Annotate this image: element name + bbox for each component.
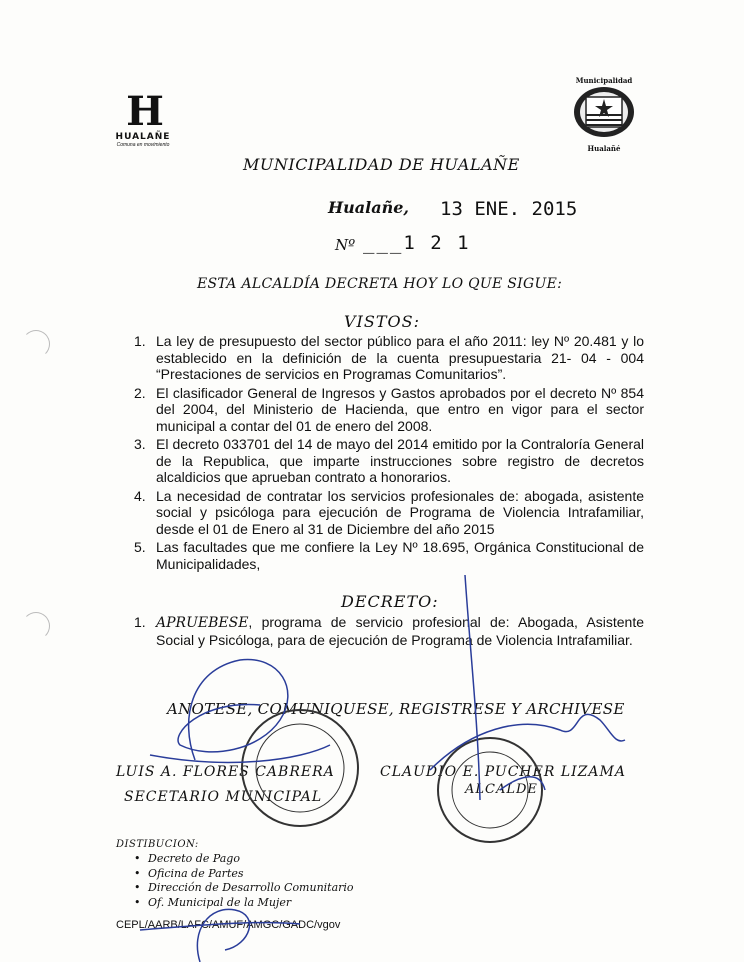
distribution-heading: DISTIBUCION: — [116, 839, 199, 850]
list-item — [134, 488, 644, 538]
logo-name: HUALAÑE — [115, 132, 171, 142]
list-item: • Of. Municipal de la Mujer — [134, 896, 354, 911]
place-label: Hualañe, — [328, 198, 409, 217]
item-text: La necesidad de contratar los servicios profesionales de: abogada, asistente social y psicóloga para ejecución de Programa de Violencia Intrafamiliar, desde el 01 de Enero al 31 de Diciembre del año 2015 — [156, 487, 644, 537]
item-text: El decreto 033701 del 14 de mayo del 2014 emitido por la Contraloría General de la Republica, que imparte instrucciones sobre registro de decretos alcaldicios que aprueban contrato a honorarios. — [156, 436, 644, 485]
date-stamp: 13 ENE. 2015 — [440, 198, 578, 220]
footer-signature-icon — [140, 909, 300, 962]
logo-tagline: Comuna en movimiento — [116, 142, 170, 148]
list-item: • Decreto de Pago — [134, 852, 354, 867]
item-text: La ley de presupuesto del sector público para el año 2011: ley Nº 20.481 y lo establecido en la definición de la cuenta presupuestaria 21- 04 - 004 “Prestaciones de servicios en Programas Comunitarios”. — [156, 333, 644, 382]
list-item — [134, 333, 644, 383]
footer-initials: CEPL/AARB/LAFC/AMUF/AMGC/GADC/vgov — [116, 919, 341, 931]
seal-bottom-text: Hualañé — [587, 144, 621, 153]
seal-emblem-icon — [568, 85, 640, 139]
list-item — [134, 385, 644, 435]
closing-statement: ANOTESE, COMUNIQUESE, REGISTRESE Y ARCHIVESE — [167, 700, 625, 718]
punch-hole-top — [22, 330, 50, 358]
item-text: , programa de servicio profesional de: Abogada, Asistente Social y Psicóloga, para de ejecución de Programa de Violencia Intrafamiliar. — [156, 614, 644, 648]
item-text: Las facultades que me confiere la Ley Nº 18.695, Orgánica Constitucional de Municipalidades, — [156, 539, 644, 572]
item-number: 5. — [134, 539, 146, 555]
mayor-name: CLAUDIO E. PUCHER LIZAMA — [380, 764, 626, 780]
item-text: El clasificador General de Ingresos y Gastos aprobados por el decreto Nº 854 del 2004, del Ministerio de Hacienda, que entro en vigor para el sector municipal a contar del 01 de enero del 2008. — [156, 384, 644, 434]
secretary-name: LUIS A. FLORES CABRERA — [116, 764, 335, 780]
intro-statement: ESTA ALCALDÍA DECRETA HOY LO QUE SIGUE: — [197, 276, 563, 292]
item-number: 2. — [134, 384, 146, 401]
item-number: 4. — [134, 487, 146, 504]
seal-top-text: Municipalidad — [575, 76, 633, 85]
vistos-heading: VISTOS: — [344, 312, 420, 331]
item-lead: APRUEBESE — [156, 615, 249, 631]
mayor-role: ALCALDE — [465, 782, 538, 797]
decreto-list — [134, 614, 644, 650]
decree-number-label: Nº — [335, 236, 356, 254]
vistos-list — [134, 333, 644, 574]
list-item — [134, 436, 644, 486]
distribution-list — [134, 852, 354, 910]
item-number: 3. — [134, 436, 146, 452]
punch-hole-bottom — [22, 612, 50, 640]
list-item — [134, 614, 644, 648]
decreto-heading: DECRETO: — [341, 592, 439, 611]
secretary-role: SECETARIO MUNICIPAL — [124, 789, 323, 805]
list-item: • Dirección de Desarrollo Comunitario — [134, 881, 354, 896]
logo-mark: H — [126, 88, 160, 135]
decree-number-value: ___1 2 1 — [363, 232, 471, 254]
list-item: • Oficina de Partes — [134, 867, 354, 882]
item-number: 1. — [134, 614, 146, 630]
municipal-seal — [568, 76, 640, 153]
item-number: 1. — [134, 333, 146, 349]
page-title: MUNICIPALIDAD DE HUALAÑE — [243, 155, 520, 174]
hualane-logo — [110, 88, 176, 148]
list-item — [134, 539, 644, 572]
